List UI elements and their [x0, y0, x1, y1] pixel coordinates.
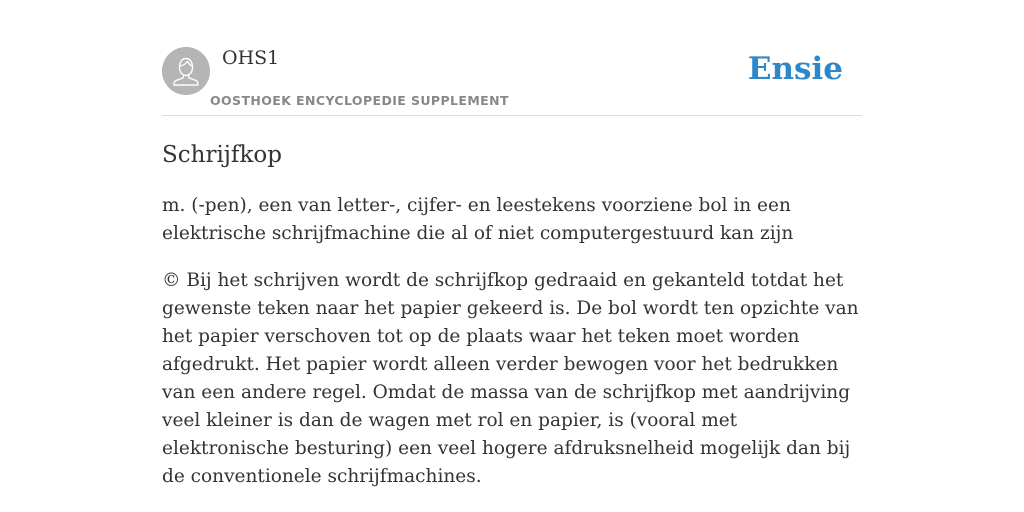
article-body: © Bij het schrijven wordt de schrijfkop gedraaid en gekanteld totdat het gewenste teken naar het papier gekeerd is. De bol wordt ten opzichte van het papier verschoven tot op de plaats waar het teken moet worden afgedrukt. Het papier wordt alleen verder bewogen voor het bedrukken van een andere regel. Omdat de massa van de schrijfkop met aandrijving veel kleiner is dan de wagen met rol en papier, is (vooral met elektronische besturing) een veel hogere afdruksnelheid mogelijk dan bij de conventionele schrijfmachines.: [162, 270, 859, 487]
source-name[interactable]: OOSTHOEK ENCYCLOPEDIE SUPPLEMENT: [210, 93, 509, 108]
user-avatar-icon[interactable]: [162, 47, 210, 95]
article-title: Schrijfkop: [162, 142, 282, 168]
content-container: [162, 0, 862, 487]
header: [162, 0, 862, 116]
user-name[interactable]: OHS1: [222, 47, 280, 69]
ensie-logo[interactable]: Ensie: [747, 51, 843, 87]
article-definition: m. (-pen), een van letter-, cijfer- en leestekens voorziene bol in een elektrische schrijfmachine die al of niet computergestuurd kan zijn: [162, 195, 794, 244]
